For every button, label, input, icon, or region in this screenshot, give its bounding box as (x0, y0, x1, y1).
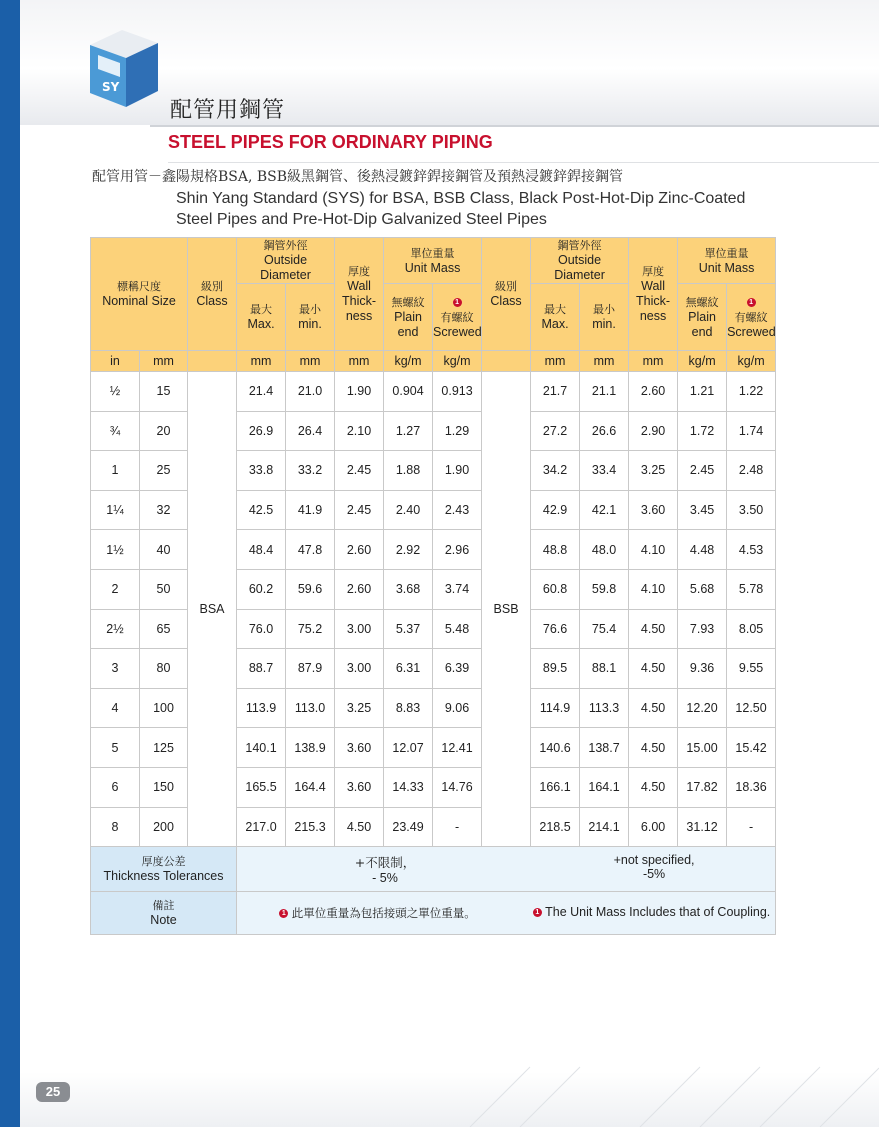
cell-bsb-wall: 6.00 (629, 807, 678, 847)
table-body (91, 372, 776, 847)
cell-bsa-wall: 1.90 (335, 372, 384, 412)
unit-wall-a: mm (335, 351, 384, 372)
cell-bsb-od-min: 138.7 (580, 728, 629, 768)
cell-bsa-od-min: 41.9 (286, 490, 335, 530)
cell-bsa-wall: 3.60 (335, 767, 384, 807)
cell-bsb-screwed: 5.78 (727, 569, 776, 609)
cell-size-mm: 150 (140, 767, 188, 807)
cell-bsa-plain: 2.40 (384, 490, 433, 530)
cell-bsb-plain: 31.12 (678, 807, 727, 847)
cell-bsb-screwed: 15.42 (727, 728, 776, 768)
cell-bsa-screwed: 14.76 (433, 767, 482, 807)
cell-size-in: 4 (91, 688, 140, 728)
cell-bsb-wall: 4.10 (629, 569, 678, 609)
cell-bsb-plain: 17.82 (678, 767, 727, 807)
cell-bsb-plain: 1.72 (678, 411, 727, 451)
header-od-max-b: 最大 Max. (531, 284, 580, 351)
cell-bsb-wall: 4.50 (629, 728, 678, 768)
note-value: 1 此單位重量為包括接頭之單位重量。 1 The Unit Mass Includes that of Coupling. (237, 892, 776, 935)
cell-bsb-screwed: - (727, 807, 776, 847)
cell-bsb-screwed: 8.05 (727, 609, 776, 649)
cell-bsb-od-max: 48.8 (531, 530, 580, 570)
cell-bsb-plain: 5.68 (678, 569, 727, 609)
unit-plain-a: kg/m (384, 351, 433, 372)
cell-size-in: 5 (91, 728, 140, 768)
cell-size-mm: 32 (140, 490, 188, 530)
header-od-min-a: 最小 min. (286, 284, 335, 351)
cell-bsa-od-max: 26.9 (237, 411, 286, 451)
cell-size-in: 2½ (91, 609, 140, 649)
cell-bsb-wall: 4.50 (629, 649, 678, 689)
cell-size-mm: 65 (140, 609, 188, 649)
header-wall-thickness-a: 厚度 Wall Thick-ness (335, 238, 384, 351)
cell-bsb-od-max: 218.5 (531, 807, 580, 847)
cell-bsa-wall: 2.60 (335, 569, 384, 609)
cell-bsb-od-max: 114.9 (531, 688, 580, 728)
cell-bsb-od-max: 21.7 (531, 372, 580, 412)
cell-bsb-screwed: 2.48 (727, 451, 776, 491)
cell-bsa-wall: 2.45 (335, 490, 384, 530)
cell-size-mm: 40 (140, 530, 188, 570)
note-mark-icon: 1 (279, 909, 288, 918)
header-nominal-size: 標稱尺度 Nominal Size (91, 238, 188, 351)
cell-bsb-od-min: 113.3 (580, 688, 629, 728)
cell-bsb-od-max: 42.9 (531, 490, 580, 530)
tolerance-value: +不限制， - 5% +not specified, -5% (237, 847, 776, 892)
cell-size-in: ½ (91, 372, 140, 412)
cell-bsa-od-max: 217.0 (237, 807, 286, 847)
note-mark-icon: 1 (533, 908, 542, 917)
cell-bsb-od-min: 21.1 (580, 372, 629, 412)
cell-bsb-wall: 2.60 (629, 372, 678, 412)
cell-bsa-plain: 8.83 (384, 688, 433, 728)
table-row (91, 372, 776, 412)
cell-bsb-plain: 12.20 (678, 688, 727, 728)
cell-bsa-od-max: 42.5 (237, 490, 286, 530)
header-unit-mass-a: 單位重量 Unit Mass (384, 238, 482, 284)
cell-bsa-plain: 1.88 (384, 451, 433, 491)
cell-bsb-od-max: 27.2 (531, 411, 580, 451)
cell-bsb-screwed: 3.50 (727, 490, 776, 530)
cell-bsb-od-min: 33.4 (580, 451, 629, 491)
subtitle-english-line1: Shin Yang Standard (SYS) for BSA, BSB Class, Black Post-Hot-Dip Zinc-Coated (176, 190, 746, 207)
cell-bsa-wall: 3.60 (335, 728, 384, 768)
title-divider (168, 162, 879, 163)
cell-bsb-od-min: 164.1 (580, 767, 629, 807)
cell-bsa-screwed: - (433, 807, 482, 847)
cell-bsa-plain: 3.68 (384, 569, 433, 609)
cell-bsa-screwed: 6.39 (433, 649, 482, 689)
cell-bsb-plain: 3.45 (678, 490, 727, 530)
footer-band (20, 1072, 879, 1127)
cell-bsb-plain: 9.36 (678, 649, 727, 689)
cell-bsa-screwed: 2.96 (433, 530, 482, 570)
cell-size-in: 3 (91, 649, 140, 689)
unit-plain-b: kg/m (678, 351, 727, 372)
cell-size-in: 1 (91, 451, 140, 491)
cell-bsb-wall: 4.50 (629, 609, 678, 649)
cell-bsa-od-min: 26.4 (286, 411, 335, 451)
note-row (91, 892, 776, 935)
cell-bsb-od-min: 214.1 (580, 807, 629, 847)
cell-bsb-wall: 3.25 (629, 451, 678, 491)
cell-bsa-plain: 2.92 (384, 530, 433, 570)
header-outside-diameter-a: 鋼管外徑 Outside Diameter (237, 238, 335, 284)
cell-size-mm: 100 (140, 688, 188, 728)
header-screwed-a: 1 有螺紋 Screwed (433, 284, 482, 351)
cell-bsa-screwed: 0.913 (433, 372, 482, 412)
header-plain-end-a: 無螺紋 Plain end (384, 284, 433, 351)
cell-bsa-screwed: 3.74 (433, 569, 482, 609)
page-number: 25 (36, 1082, 70, 1102)
cell-bsb-screwed: 12.50 (727, 688, 776, 728)
subtitle-english-line2: Steel Pipes and Pre-Hot-Dip Galvanized Steel Pipes (176, 211, 547, 228)
header-class-b: 級別 Class (482, 238, 531, 351)
cell-bsa-od-max: 165.5 (237, 767, 286, 807)
cell-bsa-od-min: 164.4 (286, 767, 335, 807)
cell-bsb-od-min: 26.6 (580, 411, 629, 451)
cell-bsb-od-min: 48.0 (580, 530, 629, 570)
cell-bsa-plain: 1.27 (384, 411, 433, 451)
cell-bsa-od-min: 138.9 (286, 728, 335, 768)
cell-bsb-od-max: 34.2 (531, 451, 580, 491)
cell-bsb-wall: 4.10 (629, 530, 678, 570)
cell-bsb-wall: 2.90 (629, 411, 678, 451)
unit-od-max-b: mm (531, 351, 580, 372)
cell-bsb-screwed: 1.22 (727, 372, 776, 412)
company-logo (80, 25, 160, 110)
cell-bsb-od-min: 59.8 (580, 569, 629, 609)
left-blue-stripe (0, 0, 20, 1127)
cell-bsa-screwed: 12.41 (433, 728, 482, 768)
cell-size-in: ¾ (91, 411, 140, 451)
tolerance-label: 厚度公差 Thickness Tolerances (91, 847, 237, 892)
cell-bsa-wall: 3.25 (335, 688, 384, 728)
unit-screwed-b: kg/m (727, 351, 776, 372)
cell-bsa-plain: 14.33 (384, 767, 433, 807)
cell-bsb-od-max: 140.6 (531, 728, 580, 768)
cell-bsa-plain: 5.37 (384, 609, 433, 649)
cell-bsb-wall: 4.50 (629, 688, 678, 728)
cell-bsa-od-min: 33.2 (286, 451, 335, 491)
note-label: 備註 Note (91, 892, 237, 935)
unit-od-min-b: mm (580, 351, 629, 372)
cell-size-in: 2 (91, 569, 140, 609)
cell-bsa-screwed: 1.90 (433, 451, 482, 491)
cell-bsb-screwed: 9.55 (727, 649, 776, 689)
cell-bsb-screwed: 1.74 (727, 411, 776, 451)
cell-bsa-plain: 23.49 (384, 807, 433, 847)
cell-bsa-od-max: 113.9 (237, 688, 286, 728)
cell-bsa-wall: 2.10 (335, 411, 384, 451)
unit-in: in (91, 351, 140, 372)
subtitle-chinese: 配管用管－鑫陽規格BSA, BSB級黑鋼管、後熱浸鍍鋅銲接鋼管及預熱浸鍍鋅銲接鋼管 (92, 169, 624, 185)
unit-od-max-a: mm (237, 351, 286, 372)
unit-od-min-a: mm (286, 351, 335, 372)
cell-bsa-screwed: 2.43 (433, 490, 482, 530)
cell-bsb-plain: 1.21 (678, 372, 727, 412)
cell-bsb-od-max: 166.1 (531, 767, 580, 807)
cell-bsb-wall: 4.50 (629, 767, 678, 807)
header-plain-end-b: 無螺紋 Plain end (678, 284, 727, 351)
cell-bsa-od-min: 215.3 (286, 807, 335, 847)
cell-bsa-od-max: 76.0 (237, 609, 286, 649)
cell-size-mm: 200 (140, 807, 188, 847)
cell-bsa-wall: 2.45 (335, 451, 384, 491)
cell-bsa-wall: 2.60 (335, 530, 384, 570)
cell-bsa-plain: 6.31 (384, 649, 433, 689)
cell-bsa-screwed: 9.06 (433, 688, 482, 728)
logo-text: SY (102, 80, 120, 94)
unit-wall-b: mm (629, 351, 678, 372)
cell-bsb-plain: 7.93 (678, 609, 727, 649)
cell-bsa-od-min: 21.0 (286, 372, 335, 412)
cell-bsb-od-min: 88.1 (580, 649, 629, 689)
spec-table (90, 237, 776, 935)
tolerance-row (91, 847, 776, 892)
units-row (91, 351, 776, 372)
cell-bsa-od-max: 33.8 (237, 451, 286, 491)
cell-bsa-screwed: 5.48 (433, 609, 482, 649)
cell-bsa-plain: 0.904 (384, 372, 433, 412)
cell-bsb-od-max: 60.8 (531, 569, 580, 609)
cell-size-in: 1½ (91, 530, 140, 570)
cell-bsa-od-min: 113.0 (286, 688, 335, 728)
cell-bsb-wall: 3.60 (629, 490, 678, 530)
cell-bsa-od-min: 47.8 (286, 530, 335, 570)
header-screwed-b: 1 有螺紋 Screwed (727, 284, 776, 351)
header-rule (150, 125, 879, 127)
cell-bsa-plain: 12.07 (384, 728, 433, 768)
cell-bsa-wall: 3.00 (335, 609, 384, 649)
cell-bsb-plain: 15.00 (678, 728, 727, 768)
cell-bsa-od-max: 60.2 (237, 569, 286, 609)
cell-size-in: 6 (91, 767, 140, 807)
cell-size-mm: 50 (140, 569, 188, 609)
page-title-chinese: 配管用鋼管 (170, 98, 286, 123)
cell-bsa-screwed: 1.29 (433, 411, 482, 451)
header-od-min-b: 最小 min. (580, 284, 629, 351)
cell-bsa-wall: 3.00 (335, 649, 384, 689)
unit-screwed-a: kg/m (433, 351, 482, 372)
header-od-max-a: 最大 Max. (237, 284, 286, 351)
unit-mm: mm (140, 351, 188, 372)
cell-bsb-od-max: 76.6 (531, 609, 580, 649)
cell-size-in: 8 (91, 807, 140, 847)
cell-bsb-screwed: 4.53 (727, 530, 776, 570)
cell-class-bsa: BSA (188, 372, 237, 847)
cell-bsb-od-max: 89.5 (531, 649, 580, 689)
cell-bsa-od-max: 48.4 (237, 530, 286, 570)
cell-size-mm: 80 (140, 649, 188, 689)
cell-bsb-plain: 4.48 (678, 530, 727, 570)
cell-size-mm: 15 (140, 372, 188, 412)
cell-bsa-od-max: 21.4 (237, 372, 286, 412)
header-wall-thickness-b: 厚度 Wall Thick-ness (629, 238, 678, 351)
cell-bsa-od-min: 75.2 (286, 609, 335, 649)
cell-class-bsb: BSB (482, 372, 531, 847)
cell-size-in: 1¼ (91, 490, 140, 530)
note-mark-icon: 1 (453, 298, 462, 307)
cell-size-mm: 20 (140, 411, 188, 451)
cell-bsb-od-min: 75.4 (580, 609, 629, 649)
cell-bsb-screwed: 18.36 (727, 767, 776, 807)
cell-bsa-od-max: 88.7 (237, 649, 286, 689)
cell-size-mm: 25 (140, 451, 188, 491)
page-title-english: STEEL PIPES FOR ORDINARY PIPING (168, 132, 493, 152)
note-mark-icon: 1 (747, 298, 756, 307)
header-unit-mass-b: 單位重量 Unit Mass (678, 238, 776, 284)
header-class-a: 級別 Class (188, 238, 237, 351)
cell-bsb-plain: 2.45 (678, 451, 727, 491)
subtitle (92, 166, 745, 230)
cell-size-mm: 125 (140, 728, 188, 768)
cell-bsa-wall: 4.50 (335, 807, 384, 847)
header-outside-diameter-b: 鋼管外徑 Outside Diameter (531, 238, 629, 284)
cell-bsa-od-min: 87.9 (286, 649, 335, 689)
cell-bsa-od-min: 59.6 (286, 569, 335, 609)
cell-bsa-od-max: 140.1 (237, 728, 286, 768)
cell-bsb-od-min: 42.1 (580, 490, 629, 530)
